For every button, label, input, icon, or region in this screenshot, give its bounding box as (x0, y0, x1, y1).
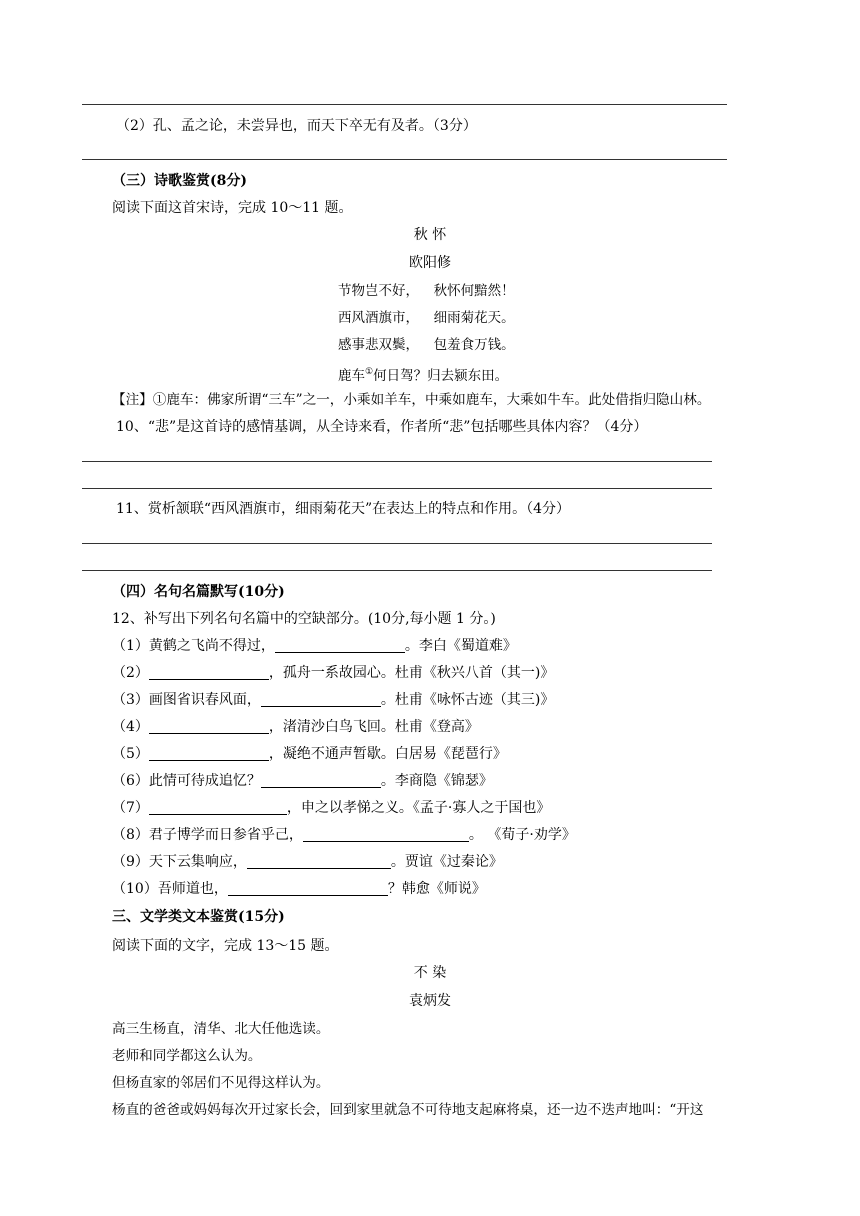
recite-item (112, 853, 503, 871)
section-heading-recite: （四）名句名篇默写(10分) (112, 584, 285, 600)
answer-line (82, 543, 712, 544)
poem-half: 细雨菊花天。 (433, 310, 515, 326)
poem-half: 节物岂不好， (338, 283, 419, 299)
recite-source: 。贾谊《过秦论》 (390, 854, 503, 870)
blank-field[interactable] (261, 773, 381, 788)
answer-line (82, 570, 712, 571)
story-author: 袁炳发 (409, 993, 451, 1009)
question-2: （2）孔、孟之论，未尝异也，而天下卒无有及者。（3分） (116, 118, 477, 134)
poem-half: 西风酒旗市， (338, 310, 419, 326)
poem-author: 欧阳修 (409, 255, 451, 271)
recite-text: （4） (112, 719, 149, 735)
recite-source: ，渚清沙白鸟飞回。杜甫《登高》 (268, 719, 479, 735)
poem-title: 秋 怀 (413, 227, 447, 243)
poem-text: 鹿车 (338, 368, 365, 384)
recite-text: （3）画图省识春风面， (112, 692, 261, 708)
recite-item (112, 664, 554, 682)
recite-text: （1）黄鹤之飞尚不得过， (112, 638, 275, 654)
poem-text: 何日驾？归去颍东田。 (373, 368, 509, 384)
recite-text: （8）君子博学而日参省乎己， (112, 827, 303, 843)
recite-item (112, 772, 493, 790)
recite-source: 。杜甫《咏怀古迹（其三)》 (380, 692, 555, 708)
answer-line (82, 461, 712, 462)
recite-item (112, 691, 554, 709)
blank-field[interactable] (228, 881, 388, 896)
recite-source: 。 《荀子·劝学》 (468, 827, 576, 843)
blank-field[interactable] (261, 692, 381, 707)
answer-line (82, 104, 727, 105)
poem-line (338, 336, 515, 354)
poem-line (338, 282, 515, 300)
poem-half: 秋怀何黯然！ (433, 283, 515, 299)
story-paragraph: 高三生杨直，清华、北大任他选读。 (112, 1021, 330, 1037)
blank-field[interactable] (149, 746, 269, 761)
story-title: 不 染 (413, 965, 447, 981)
poem-note: 【注】①鹿车：佛家所谓“三车”之一，小乘如羊车，中乘如鹿车，大乘如牛车。此处借指归隐山林。 (112, 392, 711, 408)
recite-text: （7） (112, 800, 149, 816)
poem-half: 感事悲双鬓， (338, 337, 419, 353)
story-paragraph: 老师和同学都这么认为。 (112, 1048, 262, 1064)
recite-item (112, 637, 517, 655)
blank-field[interactable] (303, 827, 469, 842)
poem-line (338, 309, 515, 327)
recite-item (112, 745, 507, 763)
literature-intro: 阅读下面的文字，完成 13～15 题。 (112, 938, 339, 954)
recite-source: 。李商隐《锦瑟》 (380, 773, 493, 789)
recite-source: ，申之以孝悌之义。《孟子·寡人之于国也》 (286, 800, 551, 816)
footnote-marker: ① (365, 367, 374, 377)
recite-item (112, 880, 486, 898)
answer-line (82, 488, 712, 489)
answer-line (82, 159, 727, 160)
poem-line (338, 363, 508, 385)
recite-text: （5） (112, 746, 149, 762)
question-12: 12、补写出下列名句名篇中的空缺部分。(10分,每小题 1 分。) (112, 611, 496, 627)
story-paragraph: 杨直的爸爸或妈妈每次开过家长会，回到家里就急不可待地支起麻将桌，还一边不迭声地叫：“开这 (112, 1102, 704, 1118)
section-heading-poetry: （三）诗歌鉴赏(8分) (112, 173, 247, 189)
blank-field[interactable] (149, 665, 269, 680)
recite-text: （9）天下云集响应， (112, 854, 247, 870)
story-paragraph: 但杨直家的邻居们不见得这样认为。 (112, 1075, 330, 1091)
blank-field[interactable] (149, 719, 269, 734)
question-10: 10、“悲”是这首诗的感情基调，从全诗来看，作者所“悲”包括哪些具体内容？（4分） (116, 419, 648, 435)
blank-field[interactable] (149, 800, 287, 815)
recite-source: ？韩愈《师说》 (387, 881, 486, 897)
recite-source: ，凝绝不通声暂歇。白居易《琵琶行》 (268, 746, 507, 762)
poem-half: 包羞食万钱。 (433, 337, 515, 353)
recite-text: （10）吾师道也， (112, 881, 228, 897)
recite-item (112, 718, 479, 736)
poetry-intro: 阅读下面这首宋诗，完成 10～11 题。 (112, 200, 353, 216)
question-11: 11、赏析颔联“西风酒旗市，细雨菊花天”在表达上的特点和作用。（4分） (116, 501, 571, 517)
blank-field[interactable] (275, 638, 405, 653)
recite-text: （6）此情可待成追忆？ (112, 773, 261, 789)
section-heading-literature: 三、文学类文本鉴赏(15分) (112, 909, 285, 925)
recite-text: （2） (112, 665, 149, 681)
blank-field[interactable] (247, 854, 391, 869)
recite-source: ，孤舟一系故园心。杜甫《秋兴八首（其一)》 (268, 665, 555, 681)
recite-source: 。李白《蜀道难》 (404, 638, 517, 654)
recite-item (112, 826, 576, 844)
recite-item (112, 799, 550, 817)
